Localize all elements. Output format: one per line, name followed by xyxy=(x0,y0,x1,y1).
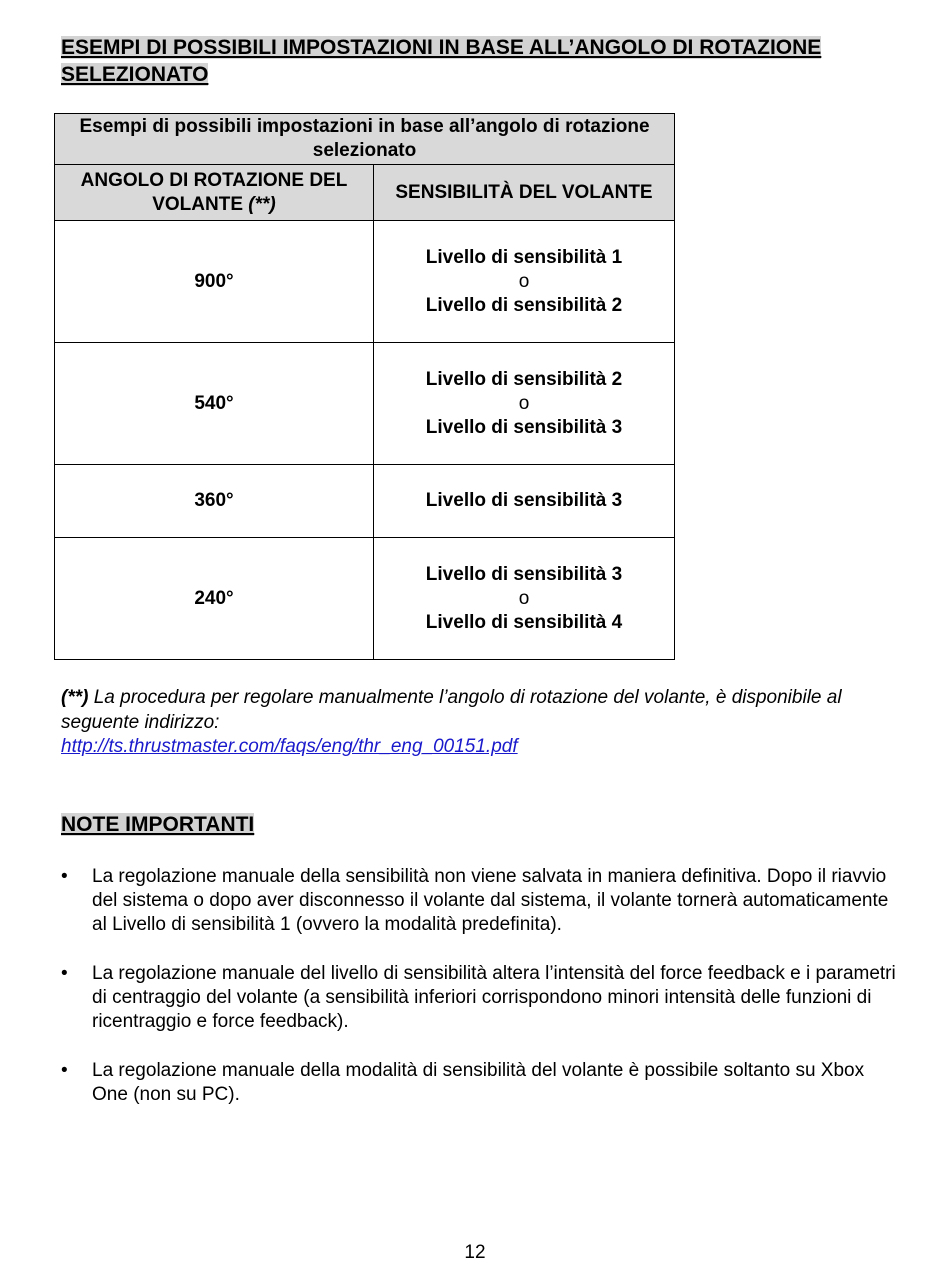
footnote xyxy=(61,686,861,760)
list-item xyxy=(61,865,901,937)
column-header-angle xyxy=(55,165,374,221)
page-heading xyxy=(61,34,901,88)
bullet-icon: • xyxy=(61,866,68,887)
note-text: La regolazione manuale del livello di sensibilità altera l’intensità del force feedback e i parametri di centraggio del volante (a sensibilità inferiori corrispondono minori intensità delle funzioni di ricentraggio e force feedback). xyxy=(92,963,896,1032)
sensitivity-cell xyxy=(374,465,675,538)
or-separator: o xyxy=(518,270,530,292)
page-number: 12 xyxy=(464,1242,486,1263)
bullet-icon: • xyxy=(61,963,68,984)
angle-cell: 540° xyxy=(55,343,374,465)
sensitivity-level: Livello di sensibilità 1 xyxy=(425,246,623,268)
sensitivity-cell xyxy=(374,221,675,343)
sensitivity-level: Livello di sensibilità 3 xyxy=(425,563,623,585)
table-row xyxy=(55,538,675,660)
table-row xyxy=(55,343,675,465)
sensitivity-level: Livello di sensibilità 4 xyxy=(425,611,623,633)
footnote-marker: (**) xyxy=(61,687,89,708)
sensitivity-level: Livello di sensibilità 2 xyxy=(425,368,623,390)
column-header-angle-label: ANGOLO DI ROTAZIONE DEL VOLANTE xyxy=(80,169,348,215)
table-caption: Esempi di possibili impostazioni in base all’angolo di rotazione selezionato xyxy=(55,114,675,165)
notes-heading-text: NOTE IMPORTANTI xyxy=(61,813,255,836)
list-item xyxy=(61,1059,901,1107)
notes-heading xyxy=(61,811,254,838)
bullet-icon: • xyxy=(61,1060,68,1081)
angle-cell: 240° xyxy=(55,538,374,660)
footnote-text: La procedura per regolare manualmente l’angolo di rotazione del volante, è disponibile al seguente indirizzo: xyxy=(61,687,842,733)
note-text: La regolazione manuale della modalità di sensibilità del volante è possibile soltanto su Xbox One (non su PC). xyxy=(92,1060,865,1105)
list-item xyxy=(61,962,901,1034)
page-heading-text: ESEMPI DI POSSIBILI IMPOSTAZIONI IN BASE ALL’ANGOLO DI ROTAZIONE SELEZIONATO xyxy=(61,36,822,86)
sensitivity-level: Livello di sensibilità 3 xyxy=(425,490,623,511)
table-caption-row xyxy=(55,114,675,165)
notes-list xyxy=(61,865,901,1132)
note-text: La regolazione manuale della sensibilità non viene salvata in maniera definitiva. Dopo il riavvio del sistema o dopo aver disconnesso il volante dal sistema, il volante tornerà automaticamente al Livello di sensibilità 1 (ovvero la modalità predefinita). xyxy=(92,866,889,935)
angle-cell: 900° xyxy=(55,221,374,343)
sensitivity-level: Livello di sensibilità 3 xyxy=(425,416,623,438)
or-separator: o xyxy=(518,392,530,414)
sensitivity-cell xyxy=(374,343,675,465)
table-header-row xyxy=(55,165,675,221)
sensitivity-level: Livello di sensibilità 2 xyxy=(425,294,623,316)
settings-table xyxy=(54,113,675,660)
column-header-angle-note: (**) xyxy=(248,193,276,215)
column-header-sensitivity: SENSIBILITÀ DEL VOLANTE xyxy=(374,165,675,221)
angle-cell: 360° xyxy=(55,465,374,538)
table-row xyxy=(55,221,675,343)
table-row xyxy=(55,465,675,538)
footnote-link[interactable]: http://ts.thrustmaster.com/faqs/eng/thr_eng_00151.pdf xyxy=(61,736,518,757)
or-separator: o xyxy=(518,587,530,609)
sensitivity-cell xyxy=(374,538,675,660)
